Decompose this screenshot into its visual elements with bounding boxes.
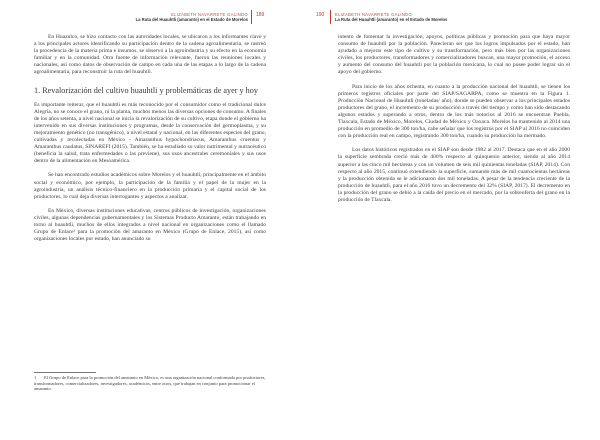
header-subtitle: La Ruta del Huauhtli (amaranto) en el Estado de Morelos	[135, 17, 248, 23]
header-divider	[330, 10, 331, 24]
paragraph: En México, diversas instituciones educativas, centros públicos de investigación, organizaciones civiles, algunas dependencias gubernamentales y los Sistemas Producto Amaranto, están trabajando en torno al huauhtli, muchos de ellos integrados a nivel nacional en organizaciones como el llamado Grupo de Enlace¹ para la promoción del amaranto en México (Grupo de Enlace, 2015), así como organizaciones locales por estado, han anunciado su	[34, 207, 266, 243]
body-text	[34, 34, 266, 243]
footnote-rule	[34, 372, 96, 373]
footnote-number: 1	[34, 375, 37, 380]
paragraph: Para inicio de los años ochenta, en cuanto a la producción nacional del huauhtli, se tienen los primeros registros oficiales por parte del SIAP/SAGARPA, como se muestra en la Figura 1. Producción Nacional de Huauhtli (toneladas/ año), donde se pueden observar a los principales estados productores del grano, el incremento de su producción a través del tiempo y como han sido destacando algunos estados y superando a otros, dentro de los más notorios al 2016 se encuentran Puebla, Tlaxcala, Estado de México, Morelos, Ciudad de México y Oaxaca. Morelos ha mantenido al 2014 una producción en promedio de 300 ton/ha, cabe señalar que los registros por el SIAP al 2016 no coinciden con la producción real en campo, registrando 300 ton/ha, cuando su producción ha mermado.	[338, 83, 570, 140]
paragraph: En Huazulco, se hizo contacto con las autoridades locales, se ubicaron a los informantes clave y a los principales actores identificando su participación dentro de la cadena agroalimentaria, se rastreó la procedencia de la materia prima e insumos, se observó a la agroindustria y su efecto en la economía familiar y en la comunidad. Otra fuente de información relevante, fueron las reuniones locales y nacionales, así como datos de observación de campo en cada una de las etapas a lo largo de la cadena agroalimentaria, para reconstruir la ruta del huauhtli.	[34, 34, 266, 76]
header-author: ELIZABETH NAVARRETE GALINDO	[170, 12, 248, 17]
paragraph: Es importante reiterar, que el huauhtli es más reconocido por el consumidor como el tradicional dulce Alegría, no se conoce el grano, ni la planta, muchos menos las diversas opciones de consumo. A finales de los años setenta, a nivel nacional se inicia la revalorización de su cultivo, etapa donde el gobierno ha intervenido en sus diversas instituciones y programas, desde la conservación del germoplasma, y su mejoramiento genético (no transgénico), a nivel estatal y nacional, en las diferentes especies del grano, cultivadas y recolectadas en México - Amaranthus hypochondriacus, Amaranthus cruentus y Amaranthus caudatus, SINAREFI (2015). También, se ha estudiado su valor nutrimental y nutracéutico (beneficia la salud, trata enfermedades o las previene), sus usos ancestrales ceremoniales y sus usos dentro de la alimentación en Mesoamérica.	[34, 101, 266, 165]
right-page	[300, 0, 600, 440]
running-header-right	[335, 12, 447, 23]
header-divider	[251, 10, 252, 24]
body-text	[338, 34, 570, 204]
section-heading: 1. Revalorización del cultivo huauhtli y problemáticas de ayer y hoy	[34, 85, 258, 95]
paragraph: intento de fomentar la investigación, apoyos, políticas públicas y promoción para que haya mayor consumo de huauhtli por la población. Parecieran ser que los logros impulsados por el estado, han ayudado a mejorar este tipo de cultivo y su transformación, pero más bien por las organizaciones civiles, los productores, transformadores y comercializadores buscan, una mayor promoción, el acceso y aumento del consumo del huauhtli por la población mexicana, lo cual no posee poder lograr sin el apoyo del gobierno.	[338, 34, 570, 76]
paragraph: Se han encontrado estudios académicos sobre Morelos y el huauhtli, principalmente en el ámbito social y económico, por ejemplo, la participación de la familia y el papel de la mujer en la agroindustria, un análisis técnico-financiero en la producción primaria y el capital social de los productores, lo cual deja diversas interrogantes y aspectos a analizar.	[34, 172, 266, 200]
page-number: 190	[316, 12, 325, 18]
page-number: 189	[256, 12, 265, 18]
footnote-text: El Grupo de Enlace para la promoción del amaranto en México, es una organización nacional conformada por productores, transformadores, comercializadores, investigadores, académicos, entre otros, que trabajan en conjunto para promocionar el amaranto.	[34, 375, 266, 392]
header-subtitle: La Ruta del Huauhtli (amaranto) en el Estado de Morelos	[335, 17, 448, 23]
running-header-left	[136, 12, 248, 23]
paragraph: Los datos históricos registrados en el SIAP son desde 1982 al 2017. Destaca que en el año 2000 la superficie sembrada creció más de 400% respecto al quinquenio anterior, siendo al año 2014 superior a las cinco mil hectáreas y con un volumen de seis mil quinientas toneladas (SIAP, 2014). Con respecto al año 2015, continuó extendiendo la superficie, sumando más de mil cuatrocientas hectáreas y la producción obtenida se le adicionaron dos mil toneladas. A pesar de la tendencia creciente de la producción de huauhtli, para el año 2016 tuvo un decremento del 32% (SIAP, 2017). El decremento en la producción del grano se debió a la caída del precio en el mercado, por la sobreoferta del grano en la producción de Tlaxcala.	[338, 147, 570, 203]
footnote	[34, 375, 266, 392]
header-author: ELIZABETH NAVARRETE GALINDO	[335, 12, 413, 17]
